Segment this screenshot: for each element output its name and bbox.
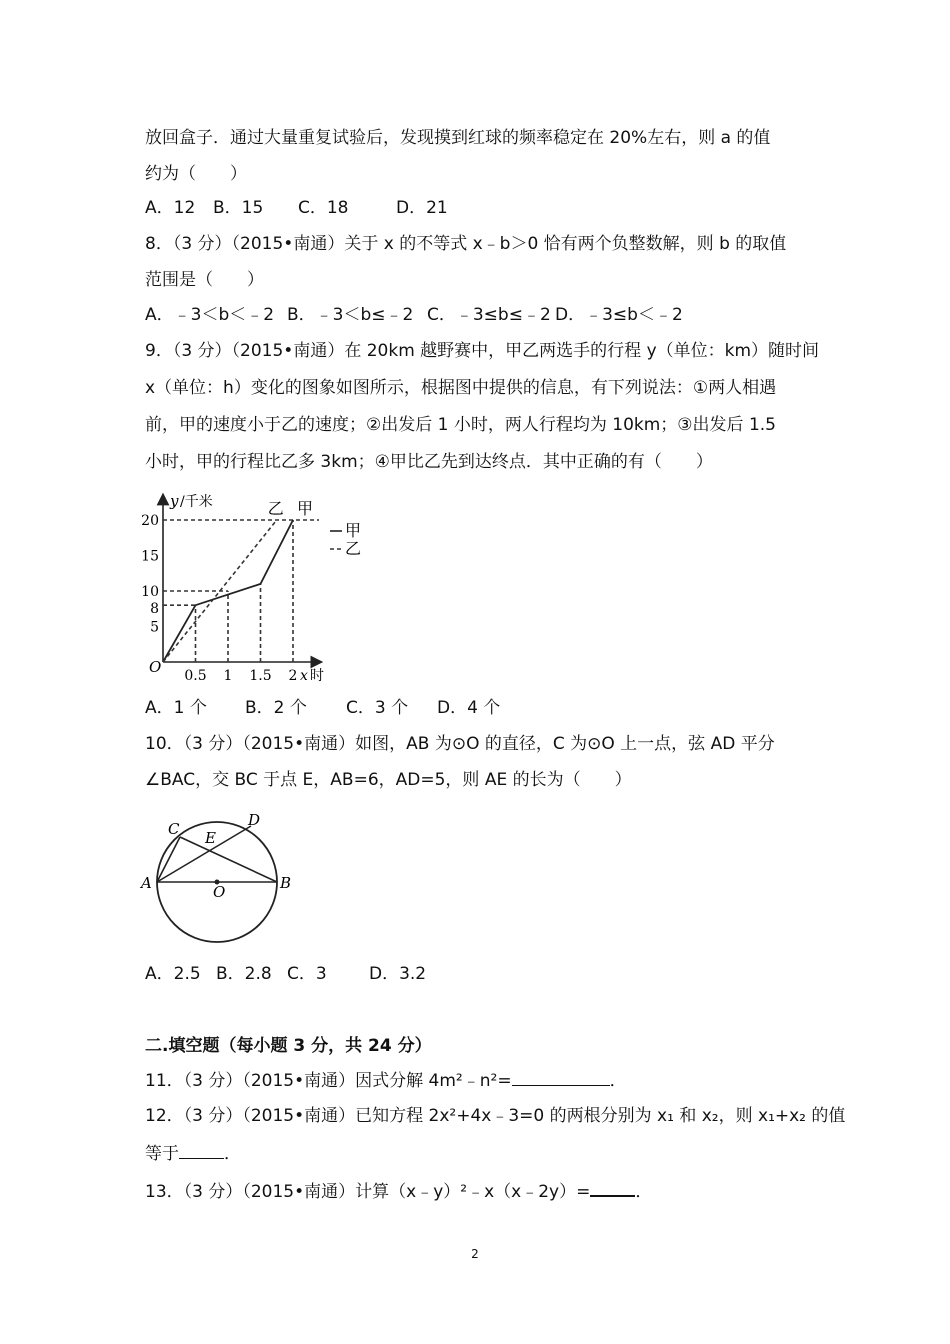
y-tick-5: 5 [150,619,159,636]
q10-option-c: C．3 [287,964,327,984]
x-axis-var: x [300,668,308,684]
q9-option-c: C．3 个 [346,698,409,718]
q13-text: 13．（3 分）（2015•南通）计算（x﹣y）²﹣x（x﹣2y）= [145,1182,591,1202]
q9-options [145,696,645,720]
q9-option-b: B．2 个 [245,698,307,718]
y-axis-unit: /千米 [180,493,213,510]
y-tick-10: 10 [141,584,159,600]
label-c: C [168,820,180,838]
q8-line1: 8．（3 分）（2015•南通）关于 x 的不等式 x﹣b＞0 恰有两个负整数解，则 b 的取值 [145,234,787,254]
q13-end: ． [635,1182,653,1202]
q7-option-b: B．15 [213,198,264,218]
q9-option-d: D．4 个 [437,698,501,718]
q8-option-c: C．﹣3≤b≤﹣2 [427,305,551,325]
legend-label-jia: 甲 [345,521,362,540]
y-tick-15: 15 [141,548,159,565]
label-e: E [205,829,216,847]
legend-label-yi: 乙 [345,539,362,558]
end-label-yi: 乙 [267,499,284,518]
q8-option-a: A．﹣3＜b＜﹣2 [145,305,275,325]
q8-line2: 范围是（ ） [145,270,264,290]
q10-line2: ∠BAC，交 BC 于点 E，AB=6，AD=5，则 AE 的长为（ ） [145,770,632,790]
q11-text: 11．（3 分）（2015•南通）因式分解 4m²﹣n²= [145,1071,512,1091]
label-a: A [141,874,152,892]
q11-end: ． [609,1071,627,1091]
q7-line1: 放回盒子．通过大量重复试验后，发现摸到红球的频率稳定在 20%左右，则 a 的值 [145,128,771,148]
q10-options [145,962,545,986]
q8-option-b: B．﹣3＜b≤﹣2 [287,305,414,325]
q10-line1: 10．（3 分）（2015•南通）如图，AB 为⊙O 的直径，C 为⊙O 上一点，弦 AD 平分 [145,734,775,754]
q10-option-b: B．2.8 [216,964,272,984]
q11 [145,1068,627,1093]
q9-line2: x（单位：h）变化的图象如图所示，根据图中提供的信息，有下列说法：①两人相遇 [145,378,777,398]
q8-option-d: D．﹣3≤b＜﹣2 [555,305,683,325]
y-tick-20: 20 [141,513,159,529]
q10-circle-figure [135,805,305,950]
q12-line1: 12．（3 分）（2015•南通）已知方程 2x²+4x﹣3=0 的两根分别为 x₁ 和 x₂，则 x₁+x₂ 的值 [145,1106,846,1126]
q9-option-a: A．1 个 [145,698,207,718]
q8-options [145,303,805,327]
q12-text: 等于 [145,1144,179,1164]
q10-option-d: D．3.2 [369,964,427,984]
label-d: D [248,811,261,829]
end-label-jia: 甲 [297,499,314,518]
q7-option-a: A．12 [145,198,196,218]
q7-line2: 约为（ ） [145,164,247,184]
x-tick-0.5: 0.5 [184,668,207,684]
x-tick-2: 2 [288,668,298,684]
q12-answer-blank[interactable] [179,1141,224,1159]
q9-chart [135,485,380,690]
label-b: B [280,874,292,892]
x-axis-unit: 时 [310,668,324,684]
x-tick-1.5: 1.5 [249,668,272,684]
section-heading: 二.填空题（每小题 3 分，共 24 分） [145,1036,432,1056]
origin-label: O [149,658,162,676]
q13 [145,1178,652,1204]
q12-line2 [145,1141,241,1166]
label-o: O [213,883,226,901]
q7-options [145,196,745,220]
q10-option-a: A．2.5 [145,964,201,984]
page-number: 2 [471,1247,479,1261]
x-tick-1: 1 [223,668,233,684]
q12-end: ． [224,1144,241,1164]
q9-line1: 9．（3 分）（2015•南通）在 20km 越野赛中，甲乙两选手的行程 y（单位：km）随时间 [145,341,820,361]
y-axis-var: y [170,491,179,510]
q13-answer-blank[interactable] [590,1178,635,1197]
q7-option-c: C．18 [298,198,349,218]
q7-option-d: D．21 [396,198,448,218]
q9-line3: 前，甲的速度小于乙的速度；②出发后 1 小时，两人行程均为 10km；③出发后 1.5 [145,415,776,435]
q11-answer-blank[interactable] [512,1068,610,1086]
y-tick-8: 8 [150,601,159,618]
q9-line4: 小时，甲的行程比乙多 3km；④甲比乙先到达终点．其中正确的有（ ） [145,452,713,472]
